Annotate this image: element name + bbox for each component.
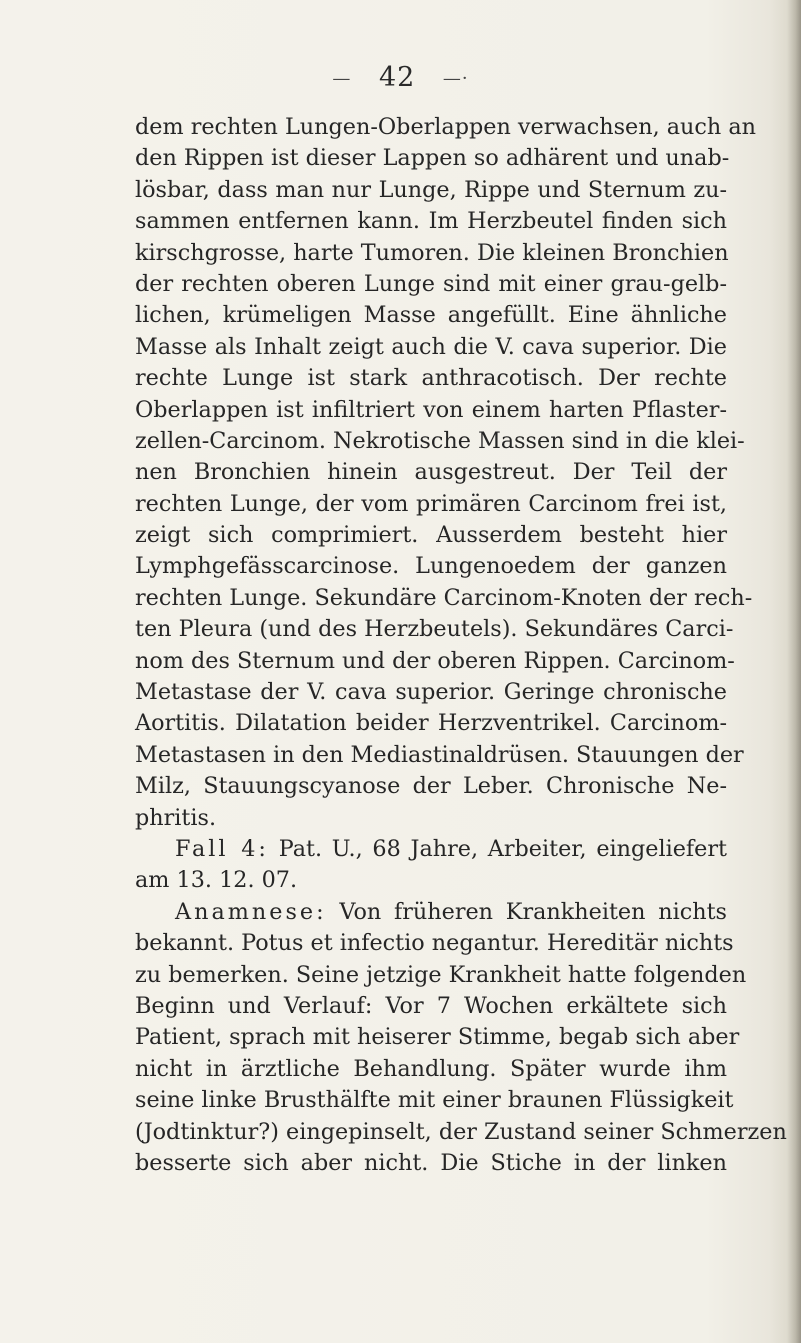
text-line: zellen-Carcinom. Nekrotische Massen sind in die klei-: [135, 427, 745, 454]
header-right-mark: —·: [442, 68, 469, 89]
text-line: nom des Sternum und der oberen Rippen. Carcinom-: [135, 647, 735, 674]
text-line: Metastasen in den Mediastinaldrüsen. Stauungen der: [135, 741, 744, 768]
text-line: kirschgrosse, harte Tumoren. Die kleinen Bronchien: [135, 239, 729, 266]
case-heading-line: [135, 834, 727, 865]
anamnese-first-text: Von früheren Krankheiten nichts: [339, 898, 727, 925]
case-date-line: am 13. 12. 07.: [135, 867, 298, 894]
text-line: nen Bronchien hinein ausgestreut. Der Teil der: [135, 459, 727, 486]
anamnese-heading-line: [135, 897, 727, 928]
text-line: ten Pleura (und des Herzbeutels). Sekundäres Carci-: [135, 616, 734, 643]
text-line: nicht in ärztliche Behandlung. Später wurde ihm: [135, 1055, 727, 1082]
text-line: seine linke Brusthälfte mit einer braunen Flüssigkeit: [135, 1087, 734, 1114]
text-line: besserte sich aber nicht. Die Stiche in der linken: [135, 1149, 727, 1176]
case-label: Fall 4:: [175, 835, 269, 862]
page-number: 42: [378, 62, 416, 93]
case-details: Pat. U., 68 Jahre, Arbeiter, eingeliefert: [278, 835, 727, 862]
text-line: Beginn und Verlauf: Vor 7 Wochen erkältete sich: [135, 992, 727, 1019]
text-line: bekannt. Potus et infectio negantur. Hereditär nichts: [135, 930, 734, 957]
page-header: [0, 62, 801, 93]
text-line: Metastase der V. cava superior. Geringe chronische: [135, 679, 727, 706]
text-line: rechten Lunge. Sekundäre Carcinom-Knoten der rech-: [135, 584, 753, 611]
text-line: phritis.: [135, 804, 217, 831]
text-line: Masse als Inhalt zeigt auch die V. cava superior. Die: [135, 333, 727, 360]
text-line: Milz, Stauungscyanose der Leber. Chronische Ne-: [135, 773, 727, 800]
text-line: Patient, sprach mit heiserer Stimme, begab sich aber: [135, 1024, 740, 1051]
anamnese-label: Anamnese:: [175, 898, 327, 925]
text-line: Oberlappen ist infiltriert von einem harten Pflaster-: [135, 396, 727, 423]
text-line: Aortitis. Dilatation beider Herzventrikel. Carcinom-: [135, 710, 727, 737]
text-line: rechten Lunge, der vom primären Carcinom frei ist,: [135, 490, 727, 517]
text-line: den Rippen ist dieser Lappen so adhärent und unab-: [135, 145, 730, 172]
text-line: sammen entfernen kann. Im Herzbeutel finden sich: [135, 208, 727, 235]
page-edge-shadow: [787, 0, 801, 1343]
text-line: (Jodtinktur?) eingepinselt, der Zustand seiner Schmerzen: [135, 1118, 787, 1145]
text-line: Lymphgefässcarcinose. Lungenoedem der ganzen: [135, 553, 727, 580]
text-line: zeigt sich comprimiert. Ausserdem besteht hier: [135, 522, 727, 549]
body-text: [135, 112, 787, 1179]
text-line: rechte Lunge ist stark anthracotisch. Der rechte: [135, 365, 727, 392]
text-line: zu bemerken. Seine jetzige Krankheit hatte folgenden: [135, 961, 747, 988]
text-line: der rechten oberen Lunge sind mit einer grau-gelb-: [135, 270, 727, 297]
header-left-mark: —: [332, 68, 352, 89]
text-line: dem rechten Lungen-Oberlappen verwachsen, auch an: [135, 114, 757, 140]
text-line: lösbar, dass man nur Lunge, Rippe und Sternum zu-: [135, 176, 727, 203]
text-line: lichen, krümeligen Masse angefüllt. Eine ähnliche: [135, 302, 727, 329]
